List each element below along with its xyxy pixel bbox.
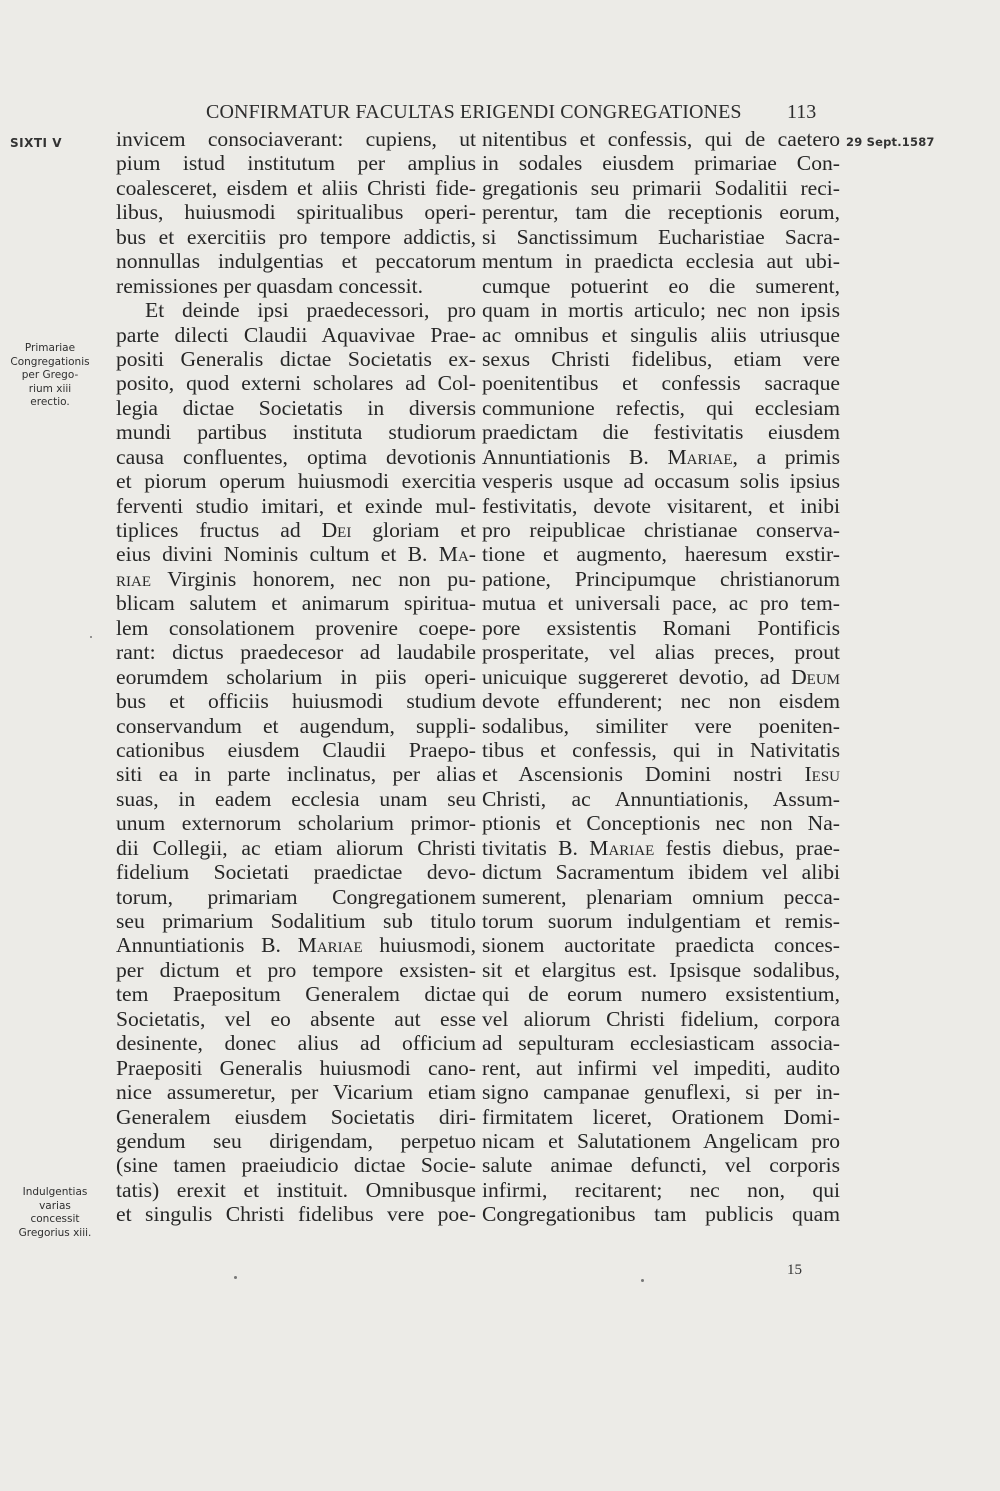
text-line: ac omnibus et singulis aliis utriusque	[482, 322, 840, 347]
text-line: blicam salutem et animarum spiritua-	[116, 591, 476, 616]
text-line: invicem consociaverant: cupiens, ut	[116, 127, 476, 151]
text-line: (sine tamen praeiudicio dictae Socie-	[116, 1153, 476, 1178]
margin-note-line: erectio.	[30, 396, 70, 408]
text-line: et singulis Christi fidelibus vere poe-	[116, 1202, 476, 1227]
margin-note-line: Primariae	[24, 342, 76, 354]
text-line: torum suorum indulgentiam et remis-	[482, 909, 840, 933]
text-line: conservandum et augendum, suppli-	[116, 713, 476, 738]
text-line: Et deinde ipsi praedecessori, pro	[145, 298, 476, 323]
text-line: tatis) erexit et instituit. Omnibusque	[116, 1177, 476, 1202]
text-line: prosperitate, vel alias preces, prout	[482, 640, 840, 665]
text-line: festivitatis, devote visitarent, et inibi	[482, 493, 840, 518]
text-line: mutua et universali pace, ac pro tem-	[482, 591, 840, 616]
text-line: pro reipublicae christianae conserva-	[482, 518, 840, 542]
text-line: mentum in praedicta ecclesia aut ubi-	[482, 249, 840, 274]
text-line: ad sepulturam ecclesiasticam associa-	[482, 1031, 840, 1056]
running-title: CONFIRMATUR FACULTAS ERIGENDI CONGREGATIONES	[206, 101, 742, 123]
margin-note-line: per Grego-	[21, 369, 79, 381]
text-line: tem Praepositum Generalem dictae	[116, 982, 476, 1007]
text-line: eorumdem scholarium in piis operi-	[116, 664, 476, 689]
margin-note-line: varias	[39, 1199, 71, 1212]
text-line: positi Generalis dictae Societatis ex-	[116, 346, 476, 371]
text-line: sumerent, plenariam omnium pecca-	[482, 884, 840, 909]
text-line: sodalibus, similiter vere poeniten-	[482, 713, 840, 738]
text-line: Praepositi Generalis huiusmodi cano-	[116, 1055, 476, 1080]
text-line: si Sanctissimum Eucharistiae Sacra-	[482, 224, 840, 249]
text-line: qui de eorum numero exsistentium,	[482, 982, 840, 1007]
text-line: bus et exercitiis pro tempore addictis,	[116, 224, 476, 249]
signature-mark: 15	[787, 1262, 802, 1278]
text-line: mundi partibus instituta studiorum	[116, 420, 476, 445]
text-line: ptionis et Conceptionis nec non Na-	[482, 811, 840, 836]
text-line: parte dilecti Claudii Aquavivae Prae-	[116, 322, 476, 347]
text-line: quam in mortis articulo; nec non ipsis	[482, 298, 840, 323]
text-line: cumque potuerint eo die sumerent,	[482, 273, 840, 298]
text-line: dii Collegii, ac etiam aliorum Christi	[116, 835, 476, 860]
text-line: causa confluentes, optima devotionis	[116, 444, 476, 469]
text-line: infirmi, recitarent; nec non, qui	[482, 1177, 840, 1202]
text-line: cationibus eiusdem Claudii Praepo-	[116, 737, 476, 762]
text-line: gregationis seu primarii Sodalitii reci-	[482, 175, 840, 200]
text-line: Generalem eiusdem Societatis diri-	[116, 1104, 476, 1129]
text-line: remissiones per quasdam concessit.	[116, 273, 424, 298]
text-line: tiplices fructus ad Dei gloriam et	[116, 518, 477, 542]
text-line: ferventi studio imitari, et exinde mul-	[116, 493, 476, 518]
margin-note-line: Indulgentias	[22, 1186, 88, 1198]
text-line: pium istud institutum per amplius	[116, 151, 476, 176]
margin-note-primariae	[4, 342, 96, 410]
text-line: vel aliorum Christi fidelium, corpora	[482, 1006, 840, 1031]
text-line: rent, aut infirmi vel impediti, audito	[482, 1055, 840, 1080]
text-line: eius divini Nominis cultum et B. Ma-	[116, 542, 476, 567]
text-line: devote effunderent; nec non eisdem	[482, 689, 840, 714]
text-line: dictum Sacramentum ibidem vel alibi	[482, 860, 840, 885]
running-head	[0, 99, 1000, 129]
page-number: 113	[787, 101, 817, 123]
text-line: Christi, ac Annuntiationis, Assum-	[482, 786, 840, 811]
print-speck	[90, 636, 92, 638]
margin-note-line: Gregorius xiii.	[18, 1226, 92, 1239]
text-line: nitentibus et confessis, qui de caetero	[482, 127, 840, 151]
text-line: Societatis, vel eo absente aut esse	[116, 1006, 476, 1031]
text-line: nicam et Salutationem Angelicam pro	[482, 1128, 840, 1153]
text-line: Congregationibus tam publicis quam	[482, 1202, 840, 1227]
text-line: Annuntiationis B. Mariae, a primis	[482, 444, 840, 469]
text-line: vesperis usque ad occasum solis ipsius	[482, 469, 840, 494]
text-line: poenitentibus et confessis sacraque	[482, 371, 840, 396]
print-speck	[234, 1276, 237, 1279]
text-line: fidelium Societati praedictae devo-	[116, 860, 476, 885]
text-line: lem consolationem provenire coepe-	[116, 615, 476, 640]
text-line: libus, huiusmodi spiritualibus operi-	[116, 200, 476, 225]
text-line: suas, in eadem ecclesia unam seu	[116, 786, 476, 811]
text-line: signo campanae genuflexi, si per in-	[482, 1080, 840, 1105]
text-line: legia dictae Societatis in diversis	[116, 395, 476, 420]
text-line: coalesceret, eisdem et aliis Christi fide-	[116, 175, 476, 200]
text-line: salute animae defuncti, vel corporis	[482, 1153, 840, 1178]
text-line: unicuique suggereret devotio, ad Deum	[482, 664, 840, 689]
text-line: gendum seu dirigendam, perpetuo	[116, 1128, 476, 1153]
margin-note-indulgentias	[6, 1186, 104, 1240]
text-line: torum, primariam Congregationem	[116, 884, 476, 909]
text-line: firmitatem liceret, Orationem Domi-	[482, 1104, 840, 1129]
text-line: sexus Christi fidelibus, etiam vere	[482, 346, 840, 371]
text-line: nice assumeretur, per Vicarium etiam	[116, 1080, 476, 1105]
text-line: praedictam die festivitatis eiusdem	[482, 420, 840, 445]
text-line: desinente, donec alius ad officium	[116, 1031, 476, 1056]
margin-date: 29 Sept.1587	[846, 135, 935, 149]
text-line: communione refectis, qui ecclesiam	[482, 395, 840, 420]
text-line: pore exsistentis Romani Pontificis	[482, 615, 840, 640]
text-line: siti ea in parte inclinatus, per alias	[116, 762, 476, 787]
text-line: unum externorum scholarium primor-	[116, 811, 476, 836]
print-speck	[641, 1279, 644, 1282]
margin-note-line: concessit	[30, 1213, 80, 1225]
margin-note-line: Congregationis	[10, 355, 90, 368]
margin-note-line: rium xiii	[28, 382, 72, 395]
text-line: seu primarium Sodalitium sub titulo	[116, 909, 476, 933]
text-column-right	[482, 127, 840, 1227]
text-line: patione, Principumque christianorum	[482, 566, 840, 591]
text-line: per dictum et pro tempore exsisten-	[116, 957, 476, 982]
text-column-left	[116, 127, 476, 1227]
text-line: tivitatis B. Mariae festis diebus, prae-	[482, 835, 840, 860]
margin-pope-label: SIXTI V	[10, 136, 62, 150]
text-line: tibus et confessis, qui in Nativitatis	[482, 737, 840, 762]
text-line: perentur, tam die receptionis eorum,	[482, 200, 840, 225]
text-line: posito, quod externi scholares ad Col-	[116, 371, 476, 396]
text-line: Annuntiationis B. Mariae huiusmodi,	[116, 933, 476, 958]
text-line: tione et augmento, haeresum exstir-	[482, 542, 840, 567]
text-line: nonnullas indulgentias et peccatorum	[116, 249, 476, 274]
text-line: et Ascensionis Domini nostri Iesu	[482, 762, 840, 787]
text-line: in sodales eiusdem primariae Con-	[482, 151, 840, 176]
text-line: sionem auctoritate praedicta conces-	[482, 933, 840, 958]
text-line: rant: dictus praedecesor ad laudabile	[116, 640, 476, 665]
text-line: sit et elargitus est. Ipsisque sodalibus,	[482, 957, 840, 982]
text-line: et piorum operum huiusmodi exercitia	[116, 469, 476, 494]
text-line: bus et officiis huiusmodi studium	[116, 689, 476, 714]
text-line: riae Virginis honorem, nec non pu-	[116, 566, 476, 591]
